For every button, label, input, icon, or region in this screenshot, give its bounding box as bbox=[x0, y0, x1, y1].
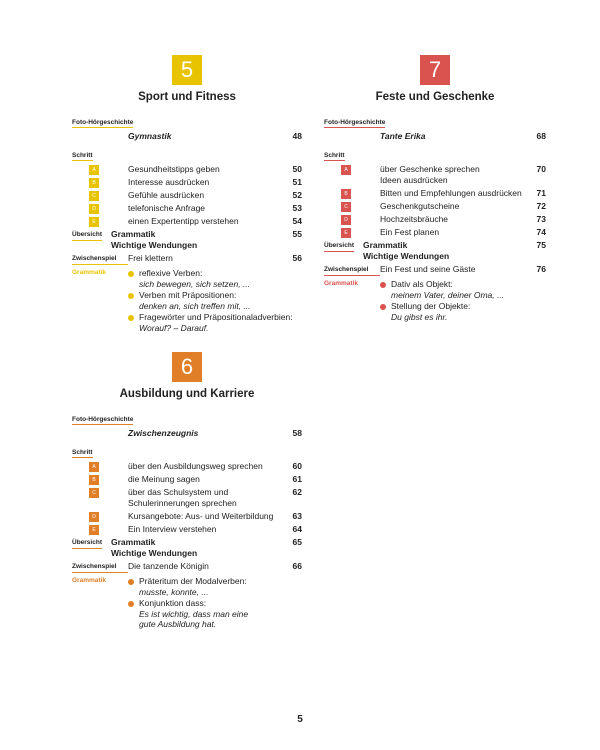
step-row[interactable]: C Gefühle ausdrücken 52 bbox=[72, 190, 302, 201]
step-badge: A bbox=[341, 165, 351, 175]
step-badge: E bbox=[89, 217, 99, 227]
section-label-schritt: Schritt bbox=[324, 152, 345, 159]
step-row[interactable]: D Hochzeitsbräuche 73 bbox=[324, 214, 546, 225]
zwischenspiel-row[interactable]: Zwischenspiel Ein Fest und seine Gäste 76 bbox=[324, 264, 546, 274]
foto-row[interactable]: Gymnastik 48 bbox=[128, 131, 302, 141]
step-row[interactable]: C über das Schulsystem und Schulerinnerungen sprechen 62 bbox=[72, 487, 302, 509]
step-row[interactable]: B die Meinung sagen 61 bbox=[72, 474, 302, 485]
bullet-icon bbox=[128, 315, 134, 321]
grammatik-block: Grammatik Dativ als Objekt: meinem Vater, deiner Oma, ... Stellung der Objekte: Du gibst es ihr. bbox=[324, 279, 505, 322]
foto-row[interactable]: Tante Erika 68 bbox=[380, 131, 546, 141]
step-badge: D bbox=[89, 204, 99, 214]
step-badge: A bbox=[89, 462, 99, 472]
zwischenspiel-row[interactable]: Zwischenspiel Frei klettern 56 bbox=[72, 253, 302, 263]
bullet-icon bbox=[128, 271, 134, 277]
uebersicht-row[interactable]: Übersicht Grammatik Wichtige Wendungen 55 bbox=[72, 229, 302, 250]
step-badge: D bbox=[89, 512, 99, 522]
bullet-icon bbox=[128, 579, 134, 585]
step-row[interactable]: D Kursangebote: Aus- und Weiterbildung 63 bbox=[72, 511, 302, 522]
step-badge: A bbox=[89, 165, 99, 175]
step-badge: D bbox=[341, 215, 351, 225]
page-number: 5 bbox=[297, 714, 303, 725]
chapter-title: Feste und Geschenke bbox=[375, 91, 495, 103]
section-label-foto: Foto-Hörgeschichte bbox=[324, 119, 386, 126]
step-row[interactable]: A über den Ausbildungsweg sprechen 60 bbox=[72, 461, 302, 472]
step-row[interactable]: A Gesundheitstipps geben 50 bbox=[72, 164, 302, 175]
chapter-7 bbox=[324, 55, 546, 325]
zwischenspiel-row[interactable]: Zwischenspiel Die tanzende Königin 66 bbox=[72, 561, 302, 571]
section-label-foto: Foto-Hörgeschichte bbox=[72, 119, 134, 126]
chapter-6 bbox=[72, 352, 302, 633]
uebersicht-row[interactable]: Übersicht Grammatik Wichtige Wendungen 75 bbox=[324, 240, 546, 261]
step-row[interactable]: E Ein Fest planen 74 bbox=[324, 227, 546, 238]
chapter-number-badge: 5 bbox=[172, 55, 202, 85]
step-badge: E bbox=[89, 525, 99, 535]
step-row[interactable]: D telefonische Anfrage 53 bbox=[72, 203, 302, 214]
step-badge: C bbox=[89, 488, 99, 498]
chapter-number-badge: 7 bbox=[420, 55, 450, 85]
bullet-icon bbox=[380, 304, 386, 310]
step-badge: B bbox=[89, 178, 99, 188]
step-row[interactable]: E einen Expertentipp verstehen 54 bbox=[72, 216, 302, 227]
step-badge: B bbox=[341, 189, 351, 199]
bullet-icon bbox=[128, 601, 134, 607]
step-row[interactable]: A über Geschenke sprechen Ideen ausdrücken 70 bbox=[324, 164, 546, 186]
foto-row[interactable]: Zwischenzeugnis 58 bbox=[128, 428, 302, 438]
step-badge: B bbox=[89, 475, 99, 485]
step-row[interactable]: B Bitten und Empfehlungen ausdrücken 71 bbox=[324, 188, 546, 199]
grammatik-block: Grammatik Präteritum der Modalverben: musste, konnte, ... Konjunktion dass: Es ist wichtig, dass man eine gute Ausbildung hat. bbox=[72, 576, 249, 629]
chapter-number-badge: 6 bbox=[172, 352, 202, 382]
step-row[interactable]: E Ein Interview verstehen 64 bbox=[72, 524, 302, 535]
step-badge: C bbox=[89, 191, 99, 201]
step-badge: C bbox=[341, 202, 351, 212]
step-row[interactable]: B Interesse ausdrücken 51 bbox=[72, 177, 302, 188]
section-label-schritt: Schritt bbox=[72, 152, 93, 159]
step-row[interactable]: C Geschenkgutscheine 72 bbox=[324, 201, 546, 212]
chapter-title: Sport und Fitness bbox=[138, 91, 236, 103]
bullet-icon bbox=[128, 293, 134, 299]
step-badge: E bbox=[341, 228, 351, 238]
bullet-icon bbox=[380, 282, 386, 288]
section-label-foto: Foto-Hörgeschichte bbox=[72, 416, 134, 423]
grammatik-block: Grammatik reflexive Verben: sich bewegen, sich setzen, ... Verben mit Präpositionen: denken an, sich treffen mit, ... Fragewörter und Präpositionaladverbien: Worauf? – Darauf. bbox=[72, 268, 293, 333]
uebersicht-row[interactable]: Übersicht Grammatik Wichtige Wendungen 65 bbox=[72, 537, 302, 558]
chapter-5 bbox=[72, 55, 302, 336]
chapter-title: Ausbildung und Karriere bbox=[119, 388, 255, 400]
section-label-schritt: Schritt bbox=[72, 449, 93, 456]
